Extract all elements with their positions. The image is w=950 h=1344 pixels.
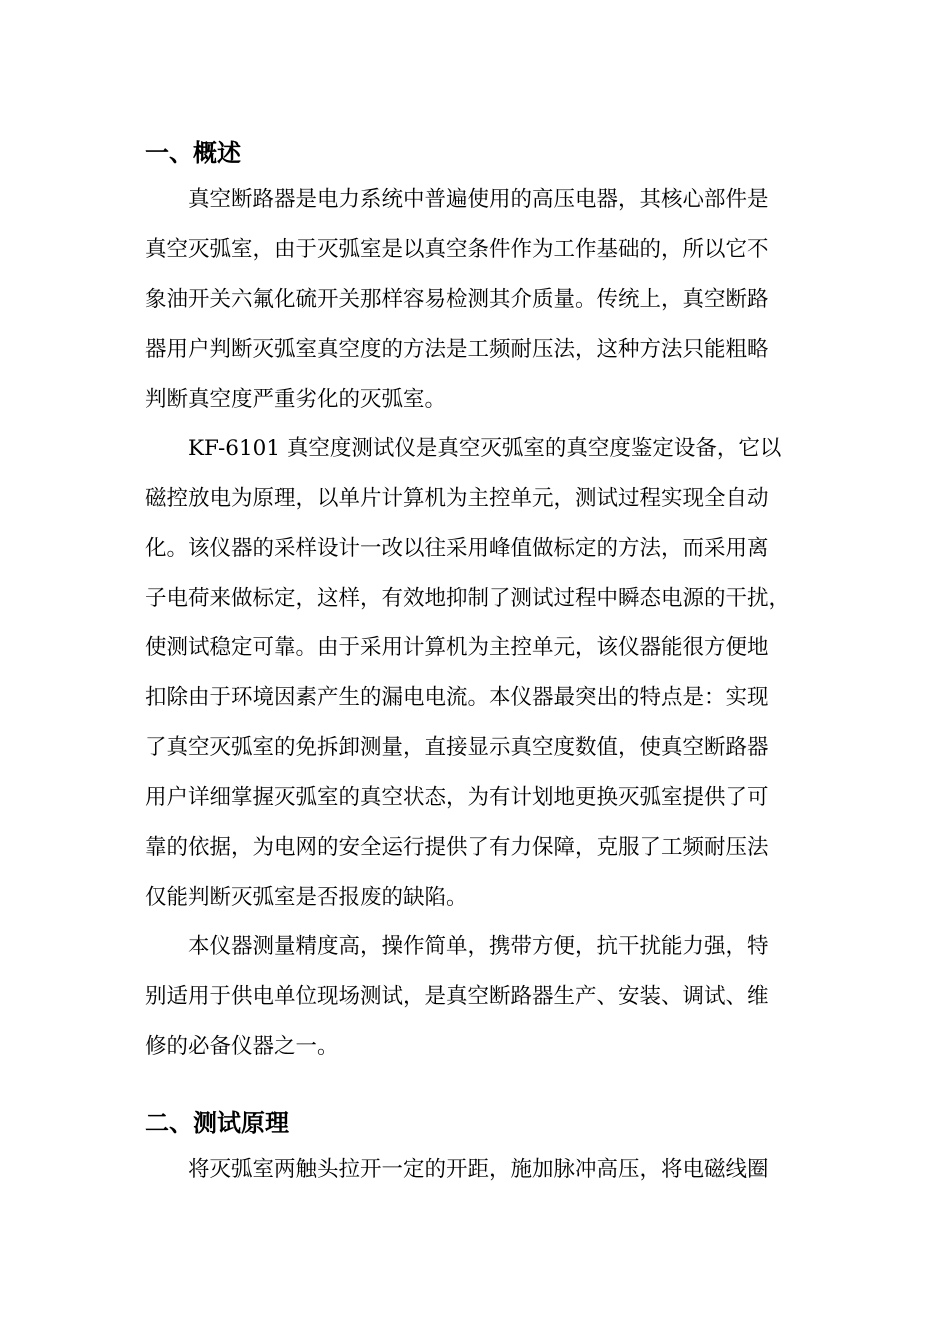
- section-heading-test-principle: 二、测试原理: [145, 1109, 289, 1137]
- text-line: KF-6101 真空度测试仪是真空灭弧室的真空度鉴定设备，它以: [188, 436, 782, 461]
- text-line: 真空断路器是电力系统中普遍使用的高压电器，其核心部件是: [188, 187, 769, 212]
- text-line: 磁控放电为原理，以单片计算机为主控单元，测试过程实现全自动: [145, 486, 769, 511]
- text-line: 器用户判断灭弧室真空度的方法是工频耐压法，这种方法只能粗略: [145, 337, 769, 362]
- text-line: 真空灭弧室，由于灭弧室是以真空条件作为工作基础的，所以它不: [145, 237, 769, 262]
- text-line: 用户详细掌握灭弧室的真空状态，为有计划地更换灭弧室提供了可: [145, 785, 769, 810]
- text-line: 使测试稳定可靠。由于采用计算机为主控单元，该仪器能很方便地: [145, 635, 769, 660]
- text-line: 子电荷来做标定，这样，有效地抑制了测试过程中瞬态电源的干扰，: [145, 586, 791, 611]
- text-line: 判断真空度严重劣化的灭弧室。: [145, 387, 447, 412]
- text-line: 本仪器测量精度高，操作简单，携带方便，抗干扰能力强，特: [188, 934, 769, 959]
- text-line: 靠的依据，为电网的安全运行提供了有力保障，克服了工频耐压法: [145, 835, 769, 860]
- text-line: 了真空灭弧室的免拆卸测量，直接显示真空度数值，使真空断路器: [145, 735, 769, 760]
- text-line: 修的必备仪器之一。: [145, 1034, 339, 1059]
- text-line: 别适用于供电单位现场测试，是真空断路器生产、安装、调试、维: [145, 984, 769, 1009]
- section-heading-overview: 一、概述: [145, 139, 241, 167]
- text-line: 扣除由于环境因素产生的漏电电流。本仪器最突出的特点是：实现: [145, 685, 769, 710]
- text-line: 将灭弧室两触头拉开一定的开距，施加脉冲高压，将电磁线圈: [188, 1157, 769, 1182]
- text-line: 化。该仪器的采样设计一改以往采用峰值做标定的方法，而采用离: [145, 536, 769, 561]
- text-line: 象油开关六氟化硫开关那样容易检测其介质量。传统上，真空断路: [145, 287, 769, 312]
- text-line: 仅能判断灭弧室是否报废的缺陷。: [145, 885, 468, 910]
